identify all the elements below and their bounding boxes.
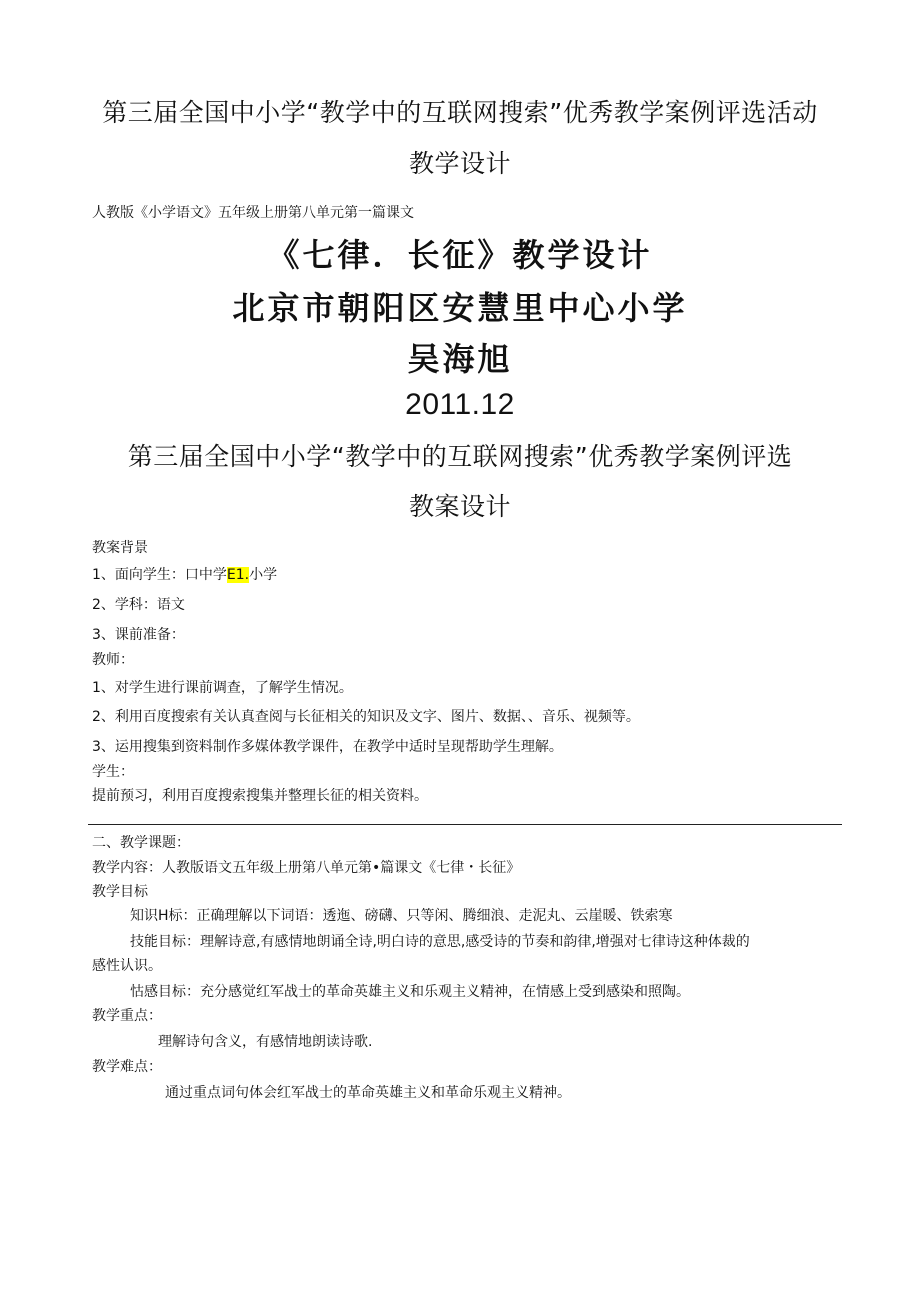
lesson-title: 《七律．长征》教学设计	[267, 236, 653, 274]
topic-heading: 二、教学课题：	[92, 835, 190, 851]
target-students-suffix: 小学	[249, 567, 278, 583]
subject: 2、学科：语文	[92, 597, 185, 613]
student-label: 学生：	[92, 764, 134, 780]
author-name: 吴海旭	[407, 340, 513, 378]
goal-skill: 技能目标：理解诗意,有感情地朗诵全诗,明白诗的意思,感受诗的节奏和韵律,增强对七律诗这种体裁的	[130, 934, 750, 950]
teacher-item: 1、对学生进行课前调查，了解学生情况。	[92, 680, 353, 696]
difficulty-label: 教学难点：	[92, 1059, 162, 1075]
competition-title-2: 第三届全国中小学“教学中的互联网搜索”优秀教学案例评选	[127, 442, 793, 471]
teaching-content: 教学内容：人教版语文五年级上册第八单元第•篇课文《七律・长征》	[92, 860, 521, 876]
target-students	[92, 564, 277, 584]
student-text: 提前预习，利用百度搜索搜集并整理长征的相关资料。	[92, 788, 428, 804]
teacher-item: 3、运用搜集到资料制作多媒体教学课件，在教学中适时呈现帮助学生理解。	[92, 739, 563, 755]
background-heading: 教案背景	[92, 540, 148, 556]
goal-emotion: 怙感目标：充分感觉红军战士的革命英雄主义和乐观主义精神，在情感上受到感染和照陶。	[130, 984, 690, 1000]
section-divider	[88, 824, 842, 825]
school-name: 北京市朝阳区安慧里中心小学	[232, 289, 688, 327]
plan-subtitle: 教案设计	[408, 492, 511, 521]
teacher-label: 教师：	[92, 652, 134, 668]
key-point-text: 理解诗句含义，有感情地朗读诗歌.	[158, 1034, 373, 1050]
goal-knowledge: 知识H标：正确理解以下词语：透迤、磅礴、只等闲、腾细浪、走泥丸、云崖暖、铁索寒	[130, 908, 673, 924]
highlighted-text: E1.	[226, 567, 250, 583]
textbook-note: 人教版《小学语文》五年级上册第八单元第一篇课文	[92, 205, 414, 221]
design-subtitle: 教学设计	[408, 149, 511, 178]
preparation: 3、课前准备：	[92, 627, 185, 643]
competition-title: 第三届全国中小学“教学中的互联网搜索”优秀教学案例评选活动	[102, 98, 818, 127]
goal-skill-continued: 感性认识。	[92, 958, 162, 974]
teacher-item: 2、利用百度搜索有关认真查阅与长征相关的知识及文字、图片、数据、、音乐、视频等。	[92, 709, 640, 725]
difficulty-text: 通过重点词句体会红军战士的革命英雄主义和革命乐观主义精神。	[165, 1085, 571, 1101]
key-point-label: 教学重点：	[92, 1008, 162, 1024]
target-students-prefix: 1、面向学生：口中学	[92, 567, 227, 583]
goals-label: 教学目标	[92, 884, 148, 900]
date: 2011.12	[405, 388, 515, 421]
